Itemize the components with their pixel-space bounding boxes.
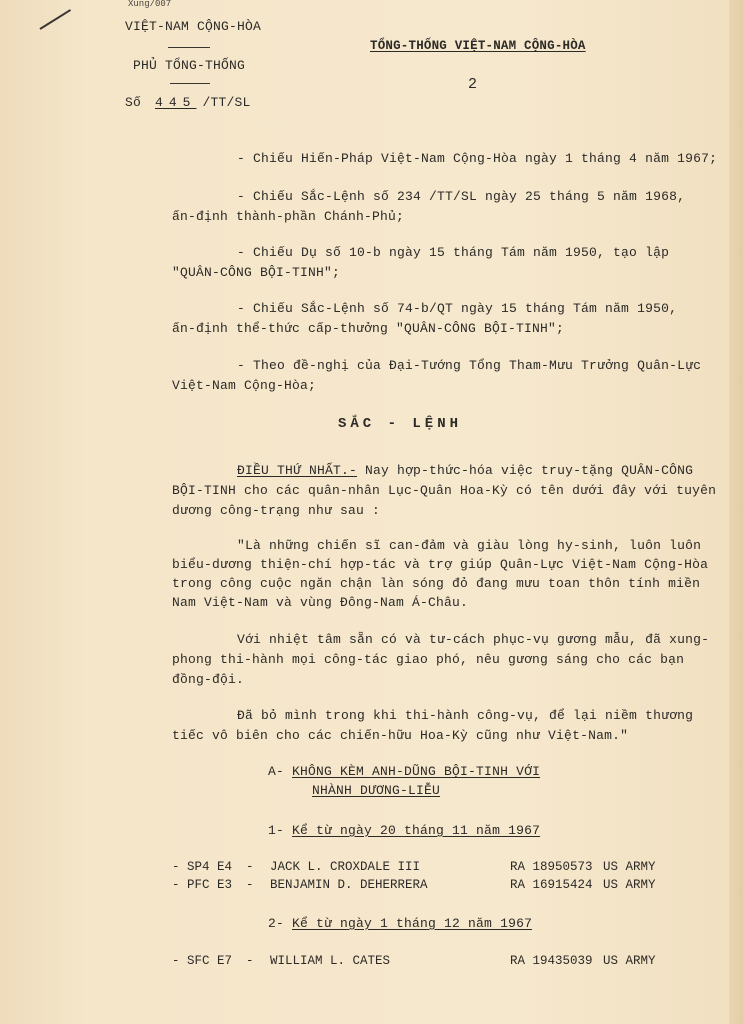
article-1-label: ĐIỀU THỨ NHẤT.-: [237, 463, 358, 478]
dash: -: [246, 860, 254, 874]
unit: US ARMY: [603, 878, 656, 892]
preamble-line: - Chiếu Sắc-Lệnh số 234 /TT/SL ngày 25 tháng 5 năm 1968,: [237, 189, 686, 204]
soldier-name: BENJAMIN D. DEHERRERA: [270, 878, 428, 892]
handwritten-note: Xung/007: [128, 0, 172, 9]
group-title: Kể từ ngày 1 tháng 12 năm 1967: [292, 916, 533, 931]
article-1-line: BỘI-TINH cho các quân-nhân Lục-Quân Hoa-Kỳ có tên dưới đây với tuyên: [172, 483, 717, 498]
article-1-text: Nay hợp-thức-hóa việc truy-tặng QUÂN-CÔNG: [357, 463, 694, 478]
number-value: 445: [155, 95, 197, 110]
citation-line: "Là những chiến sĩ can-đảm và giàu lòng hy-sinh, luôn luôn: [237, 538, 702, 553]
decree-number: [125, 95, 250, 110]
preamble-line: - Chiếu Hiến-Pháp Việt-Nam Cộng-Hòa ngày 1 tháng 4 năm 1967;: [237, 151, 718, 166]
citation-line: đồng-đội.: [172, 672, 245, 687]
soldier-name: JACK L. CROXDALE III: [270, 860, 421, 874]
header-rule-1: [168, 47, 210, 48]
serial-number: RA 16915424: [510, 878, 593, 892]
header-rule-2: [170, 83, 210, 84]
soldier-name: WILLIAM L. CATES: [270, 954, 391, 968]
article-1-line: [237, 463, 693, 478]
section-a-subtitle: NHÀNH DƯƠNG-LIỄU: [312, 783, 441, 798]
section-a-title: KHÔNG KÈM ANH-DŨNG BỘI-TINH VỚI: [292, 764, 541, 779]
preamble-line: - Chiếu Sắc-Lệnh số 74-b/QT ngày 15 tháng Tám năm 1950,: [237, 301, 678, 316]
section-a-heading: [268, 764, 540, 779]
president-title: TỔNG-THỐNG VIỆT-NAM CỘNG-HÒA: [370, 39, 586, 53]
citation-line: phong thi-hành mọi công-tác giao phó, nêu gương sáng cho các bạn: [172, 652, 685, 667]
citation-line: trong công cuộc ngăn chận làn sóng đỏ đang mưu toan thôn tính miền: [172, 576, 701, 591]
dash: -: [246, 878, 254, 892]
group-title: Kể từ ngày 20 tháng 11 năm 1967: [292, 823, 541, 838]
page-edge: [729, 0, 743, 1024]
group-prefix: 1-: [268, 823, 285, 838]
number-suffix: /TT/SL: [202, 95, 251, 110]
decree-title: SẮC - LỆNH: [338, 416, 463, 432]
preamble-line: ấn-định thành-phần Chánh-Phủ;: [172, 209, 405, 224]
preamble-line: Việt-Nam Cộng-Hòa;: [172, 378, 317, 393]
grade: - SFC E7: [172, 954, 233, 968]
preamble-line: "QUÂN-CÔNG BỘI-TINH";: [172, 265, 341, 280]
group-heading: [268, 823, 540, 838]
office-name: PHỦ TỔNG-THỐNG: [133, 58, 246, 73]
page-number: 2: [468, 76, 478, 93]
dash: -: [246, 954, 254, 968]
country-name: VIỆT-NAM CỘNG-HÒA: [125, 19, 262, 34]
group-prefix: 2-: [268, 916, 285, 931]
preamble-line: - Theo đề-nghị của Đại-Tướng Tổng Tham-Mưu Trưởng Quân-Lực: [237, 358, 702, 373]
citation-line: Với nhiệt tâm sẵn có và tư-cách phục-vụ gương mẫu, đã xung-: [237, 632, 710, 647]
unit: US ARMY: [603, 954, 656, 968]
preamble-line: - Chiếu Dụ số 10-b ngày 15 tháng Tám năm 1950, tạo lập: [237, 245, 670, 260]
unit: US ARMY: [603, 860, 656, 874]
serial-number: RA 19435039: [510, 954, 593, 968]
citation-line: tiếc vô biên cho các chiến-hữu Hoa-Kỳ cũng như Việt-Nam.": [172, 728, 629, 743]
citation-line: Đã bỏ mình trong khi thi-hành công-vụ, để lại niềm thương: [237, 708, 694, 723]
section-a-prefix: A-: [268, 764, 285, 779]
pen-mark: [39, 9, 71, 30]
serial-number: RA 18950573: [510, 860, 593, 874]
article-1-line: dương công-trạng như sau :: [172, 503, 381, 518]
citation-line: biểu-dương thiện-chí hợp-tác và trợ giúp Quân-Lực Việt-Nam Cộng-Hòa: [172, 557, 709, 572]
group-heading: [268, 916, 532, 931]
grade: - SP4 E4: [172, 860, 233, 874]
number-prefix: Số: [125, 95, 142, 110]
citation-line: Nam Việt-Nam và vùng Đông-Nam Á-Châu.: [172, 595, 469, 610]
grade: - PFC E3: [172, 878, 233, 892]
preamble-line: ấn-định thể-thức cấp-thưởng "QUÂN-CÔNG BỘI-TINH";: [172, 321, 565, 336]
